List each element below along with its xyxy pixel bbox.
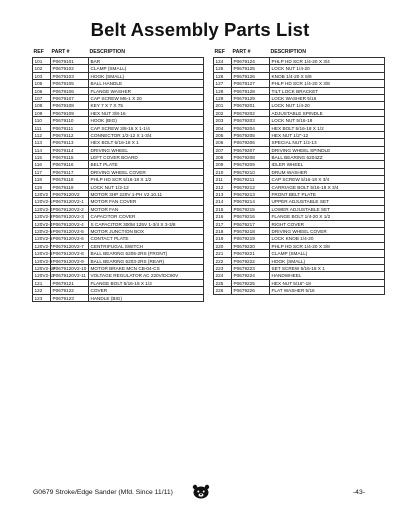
part-number-cell: P0679216 — [232, 213, 270, 219]
part-number-cell: P0679109 — [51, 110, 89, 116]
table-row — [214, 125, 385, 132]
description-cell: DRIVING WHEEL — [89, 147, 204, 153]
part-number-cell: P0679112 — [51, 132, 89, 138]
ref-cell: 129 — [214, 95, 232, 101]
ref-cell: 209 — [214, 161, 232, 167]
ref-cell: 120V2-7 — [34, 243, 53, 249]
table-row — [33, 235, 204, 242]
part-number-cell: P0679120V2-10 — [51, 265, 89, 271]
table-row — [214, 184, 385, 191]
table-row — [33, 73, 204, 80]
ref-cell: 218 — [214, 228, 232, 234]
grizzly-bear-logo-icon — [192, 484, 210, 499]
part-number-cell: P0679225 — [232, 280, 270, 286]
table-row — [214, 95, 385, 102]
table-row — [33, 250, 204, 257]
ref-cell: 225 — [214, 280, 232, 286]
ref-cell: 118 — [33, 176, 51, 182]
ref-cell: 202 — [214, 110, 232, 116]
ref-cell: 226 — [214, 287, 232, 293]
part-number-cell: P0679220 — [232, 243, 270, 249]
description-cell: CONTACT PLATE — [89, 235, 204, 241]
description-cell: BELT PLATE — [89, 161, 204, 167]
table-row — [33, 58, 204, 65]
part-number-cell: P0679123 — [51, 295, 89, 301]
description-cell: S CAPACITOR 300M 125V 1-3/4 X 3-3/8 — [89, 221, 204, 227]
description-cell: LOWER ADJUSTABLE SET — [270, 206, 385, 212]
part-number-cell: P0679107 — [51, 95, 89, 101]
description-cell: CLAMP (SMALL) — [89, 65, 204, 71]
description-cell: PHLP HD SCR 5/16-18 X 1/2 — [89, 176, 204, 182]
table-row — [214, 161, 385, 168]
description-cell: CAP SCREW 3/8-16 X 1-1/4 — [89, 125, 204, 131]
ref-cell: 120V2-4 — [34, 221, 53, 227]
description-cell: COVER — [89, 287, 204, 293]
part-number-cell: P0679120V2-9 — [51, 258, 89, 264]
part-number-cell: P0679211 — [232, 176, 270, 182]
part-number-cell: P0679203 — [232, 117, 270, 123]
ref-cell: 115 — [33, 154, 51, 160]
description-cell: KNOB 1/4-20 X 5/8 — [270, 73, 385, 79]
ref-cell: 120V2-8 — [34, 251, 53, 257]
part-number-cell: P0679111 — [51, 125, 89, 131]
description-cell: HEX BOLT 5/16-18 X 1 — [89, 139, 204, 145]
ref-cell: 117 — [33, 169, 51, 175]
part-number-cell: P0679202 — [232, 110, 270, 116]
ref-cell: 201 — [214, 102, 232, 108]
table-row — [33, 161, 204, 168]
description-cell: HOOK (SMALL) — [270, 258, 385, 264]
description-cell: LEFT COVER BOARD — [89, 154, 204, 160]
description-cell: DRIVING WHEEL COVER — [270, 228, 385, 234]
description-cell: PHLP HD SCR 1/4-20 X 3/8 — [270, 80, 385, 86]
table-row — [214, 102, 385, 109]
table-row — [214, 206, 385, 213]
ref-cell: 125 — [214, 65, 232, 71]
description-cell: HEX NUT 3/8-16 — [89, 110, 204, 116]
part-number-cell: P0679124 — [232, 58, 270, 64]
part-number-cell: P0679119 — [51, 184, 89, 190]
part-number-cell: P0679222 — [232, 258, 270, 264]
ref-cell: 120V2-2 — [34, 206, 53, 212]
table-row — [214, 110, 385, 117]
part-number-cell: P0679210 — [232, 169, 270, 175]
part-number-cell: P0679102 — [51, 65, 89, 71]
table-row — [33, 95, 204, 102]
ref-cell: 105 — [33, 80, 51, 86]
table-row — [214, 198, 385, 205]
right-parts-table — [213, 57, 385, 295]
description-cell: BALL BEARING 6203-2RS (REAR) — [89, 258, 204, 264]
ref-cell: 216 — [214, 213, 232, 219]
ref-cell: 109 — [33, 110, 51, 116]
ref-cell: 220 — [214, 243, 232, 249]
table-row — [214, 154, 385, 161]
part-number-cell: P0679219 — [232, 235, 270, 241]
left-parts-table — [32, 57, 204, 302]
description-cell: RIGHT COVER — [270, 221, 385, 227]
description-cell: CARRIAGE BOLT 5/16-18 X 3/4 — [270, 184, 385, 190]
table-row — [214, 287, 385, 294]
part-number-cell: P0679120V2-11 — [51, 272, 89, 278]
table-row — [214, 139, 385, 146]
description-cell: CAP SCREW 5/16-18 X 3/4 — [270, 176, 385, 182]
part-number-cell: P0679207 — [232, 147, 270, 153]
part-number-cell: P0679122 — [51, 287, 89, 293]
ref-cell: 120V2 — [33, 191, 51, 197]
table-row — [33, 295, 204, 302]
part-number-cell: P0679217 — [232, 221, 270, 227]
description-cell: HEX NUT 5/16"-18 — [270, 280, 385, 286]
ref-cell: 120V2-11 — [34, 273, 55, 279]
table-row — [33, 88, 204, 95]
description-cell: CAP SCREW M6-1 X 20 — [89, 95, 204, 101]
left-table-header — [32, 48, 203, 57]
part-number-cell: P0679117 — [51, 169, 89, 175]
ref-cell: 214 — [214, 198, 232, 204]
table-row — [214, 176, 385, 183]
table-row — [214, 191, 385, 198]
description-cell: HEX BOLT 5/16-18 X 1/2 — [270, 125, 385, 131]
description-cell: LOCK WASHER 5/16 — [270, 95, 385, 101]
table-row — [33, 110, 204, 117]
header-ref: REF — [214, 49, 225, 55]
part-number-cell: P0679120V2-6 — [51, 235, 89, 241]
table-row — [33, 198, 204, 205]
part-number-cell: P0679208 — [232, 154, 270, 160]
description-cell: MOTOR FAN COVER — [89, 198, 204, 204]
part-number-cell: P0679129 — [232, 95, 270, 101]
ref-cell: 108 — [33, 102, 51, 108]
part-number-cell: P0679209 — [232, 161, 270, 167]
header-ref: REF — [33, 49, 44, 55]
table-row — [33, 125, 204, 132]
header-description: DESCRIPTION — [89, 49, 125, 55]
ref-cell: 110 — [33, 117, 51, 123]
ref-cell: 101 — [33, 58, 51, 64]
part-number-cell: P0679125 — [232, 65, 270, 71]
part-number-cell: P0679121 — [51, 280, 89, 286]
part-number-cell: P0679206 — [232, 139, 270, 145]
description-cell: DRIVING WHEEL SPINDLE — [270, 147, 385, 153]
part-number-cell: P0679110 — [51, 117, 89, 123]
table-row — [33, 65, 204, 72]
description-cell: FLANGE WASHER — [89, 88, 204, 94]
description-cell: PHLP HD SCR 1/4-20 X 3/8 — [270, 243, 385, 249]
ref-cell: 124 — [214, 58, 232, 64]
table-row — [33, 191, 204, 198]
part-number-cell: P0679120V2-8 — [51, 250, 89, 256]
part-number-cell: P0679126 — [232, 73, 270, 79]
part-number-cell: P0679213 — [232, 191, 270, 197]
ref-cell: 210 — [214, 169, 232, 175]
table-row — [33, 147, 204, 154]
ref-cell: 112 — [33, 132, 51, 138]
table-row — [214, 235, 385, 242]
description-cell: PHLP HD SCR 1/4-20 X 3/4 — [270, 58, 385, 64]
description-cell: BAR — [89, 58, 204, 64]
description-cell: KEY 7 X 7 X 75 — [89, 102, 204, 108]
part-number-cell: P0679120V2-5 — [51, 228, 89, 234]
part-number-cell: P0679105 — [51, 80, 89, 86]
table-row — [33, 228, 204, 235]
table-row — [214, 88, 385, 95]
table-row — [33, 132, 204, 139]
ref-cell: 107 — [33, 95, 51, 101]
ref-cell: 122 — [33, 287, 51, 293]
part-number-cell: P0679103 — [51, 73, 89, 79]
table-row — [214, 65, 385, 72]
ref-cell: 208 — [214, 154, 232, 160]
part-number-cell: P0679120V2-1 — [51, 198, 89, 204]
description-cell: LOCK NUT 5/16-18 — [270, 117, 385, 123]
ref-cell: 224 — [214, 272, 232, 278]
ref-cell: 223 — [214, 265, 232, 271]
table-row — [214, 265, 385, 272]
description-cell: CLAMP (SMALL) — [270, 250, 385, 256]
table-row — [214, 117, 385, 124]
part-number-cell: P0679118 — [51, 176, 89, 182]
description-cell: TILT LOCK BRACKET — [270, 88, 385, 94]
description-cell: IDLER WHEEL — [270, 161, 385, 167]
description-cell: LOCK NUT 1/4-20 — [270, 65, 385, 71]
description-cell: DRUM WASHER — [270, 169, 385, 175]
ref-cell: 120V2-9 — [34, 258, 53, 264]
description-cell: CENTRIFUGAL SWITCH — [89, 243, 204, 249]
part-number-cell: P0679214 — [232, 198, 270, 204]
description-cell: LOCK NUT 1/4-20 — [270, 102, 385, 108]
part-number-cell: P0679218 — [232, 228, 270, 234]
table-row — [33, 221, 204, 228]
ref-cell: 119 — [33, 184, 51, 190]
part-number-cell: P0679201 — [232, 102, 270, 108]
ref-cell: 207 — [214, 147, 232, 153]
description-cell: FLAT WASHER 5/16 — [270, 287, 385, 293]
table-row — [33, 272, 204, 279]
table-row — [33, 265, 204, 272]
part-number-cell: P0679108 — [51, 102, 89, 108]
ref-cell: 204 — [214, 125, 232, 131]
table-row — [33, 280, 204, 287]
part-number-cell: P0679113 — [51, 139, 89, 145]
table-row — [33, 176, 204, 183]
description-cell: HANDWHEEL — [270, 272, 385, 278]
description-cell: MOTOR FAN — [89, 206, 204, 212]
ref-cell: 102 — [33, 65, 51, 71]
ref-cell: 114 — [33, 147, 51, 153]
ref-cell: 123 — [33, 295, 51, 301]
header-part: PART # — [232, 49, 251, 55]
part-number-cell: P0679120V2 — [51, 191, 89, 197]
table-row — [214, 213, 385, 220]
table-row — [214, 221, 385, 228]
ref-cell: 219 — [214, 235, 232, 241]
description-cell: FLANGE BOLT 5/16-18 X 1/2 — [89, 280, 204, 286]
ref-cell: 120V2-10 — [34, 265, 55, 271]
description-cell: HOOK (BIG) — [89, 117, 204, 123]
part-number-cell: P0679223 — [232, 265, 270, 271]
part-number-cell: P0679120V2-7 — [51, 243, 89, 249]
part-number-cell: P0679212 — [232, 184, 270, 190]
description-cell: MOTOR JUNCTION BOX — [89, 228, 204, 234]
right-table-header — [213, 48, 384, 57]
description-cell: FLANGE BOLT 1/4-20 X 1/2 — [270, 213, 385, 219]
description-cell: HANDLE (BIG) — [89, 295, 204, 301]
ref-cell: 106 — [33, 88, 51, 94]
ref-cell: 103 — [33, 73, 51, 79]
table-row — [33, 102, 204, 109]
ref-cell: 212 — [214, 184, 232, 190]
table-row — [33, 243, 204, 250]
ref-cell: 127 — [214, 80, 232, 86]
table-row — [33, 287, 204, 294]
ref-cell: 126 — [214, 73, 232, 79]
footer-model-text: G0679 Stroke/Edge Sander (Mfd. Since 11/11) — [33, 489, 173, 496]
ref-cell: 121 — [33, 280, 51, 286]
part-number-cell: P0679127 — [232, 80, 270, 86]
description-cell: CAPACITOR COVER — [89, 213, 204, 219]
table-row — [214, 169, 385, 176]
part-number-cell: P0679115 — [51, 154, 89, 160]
table-row — [33, 184, 204, 191]
description-cell: VOLTAGE REGULATOR AC 220V/DC90V — [89, 272, 204, 278]
part-number-cell: P0679221 — [232, 250, 270, 256]
table-row — [214, 58, 385, 65]
description-cell: MOTOR BRAKE MCN CB-04-CS — [89, 265, 204, 271]
table-row — [214, 228, 385, 235]
ref-cell: 221 — [214, 250, 232, 256]
description-cell: LOCK KNOB 1/4-20 — [270, 235, 385, 241]
ref-cell: 211 — [214, 176, 232, 182]
part-number-cell: P0679204 — [232, 125, 270, 131]
part-number-cell: P0679226 — [232, 287, 270, 293]
ref-cell: 206 — [214, 139, 232, 145]
table-row — [214, 73, 385, 80]
part-number-cell: P0679205 — [232, 132, 270, 138]
ref-cell: 120V2-3 — [34, 214, 53, 220]
ref-cell: 120V2-5 — [34, 228, 53, 234]
table-row — [33, 169, 204, 176]
description-cell: ADJUSTABLE SPINDLE — [270, 110, 385, 116]
table-row — [33, 154, 204, 161]
part-number-cell: P0679114 — [51, 147, 89, 153]
part-number-cell: P0679215 — [232, 206, 270, 212]
part-number-cell: P0679116 — [51, 161, 89, 167]
header-description: DESCRIPTION — [270, 49, 306, 55]
table-row — [33, 117, 204, 124]
ref-cell: 213 — [214, 191, 232, 197]
description-cell: SPECIAL NUT 1/2-13 — [270, 139, 385, 145]
ref-cell: 111 — [33, 125, 51, 131]
description-cell: UPPER ADJUSTABLE SET — [270, 198, 385, 204]
page-title: Belt Assembly Parts List — [90, 19, 310, 40]
ref-cell: 116 — [33, 161, 51, 167]
page-number: -43- — [352, 489, 365, 496]
part-number-cell: P0679120V2-3 — [51, 213, 89, 219]
part-number-cell: P0679101 — [51, 58, 89, 64]
table-row — [214, 280, 385, 287]
description-cell: FRONT BELT PLATE — [270, 191, 385, 197]
part-number-cell: P0679224 — [232, 272, 270, 278]
description-cell: CONNECTOR 1/2-12 X 1-3/4 — [89, 132, 204, 138]
ref-cell: 120V2-6 — [34, 236, 53, 242]
ref-cell: 113 — [33, 139, 51, 145]
ref-cell: 203 — [214, 117, 232, 123]
table-row — [214, 147, 385, 154]
description-cell: BALL BEARING 6205-2RS (FRONT) — [89, 250, 204, 256]
ref-cell: 120V2-1 — [34, 199, 53, 205]
table-row — [33, 258, 204, 265]
table-row — [214, 272, 385, 279]
table-row — [214, 132, 385, 139]
table-row — [33, 80, 204, 87]
table-row — [214, 243, 385, 250]
description-cell: HOOK (SMALL) — [89, 73, 204, 79]
ref-cell: 222 — [214, 258, 232, 264]
description-cell: HEX NUT 1/2"-12 — [270, 132, 385, 138]
description-cell: MOTOR 3HP 220V 1-PH V2.10.11 — [89, 191, 204, 197]
ref-cell: 128 — [214, 88, 232, 94]
ref-cell: 205 — [214, 132, 232, 138]
description-cell: BALL BEARING 6204ZZ — [270, 154, 385, 160]
description-cell: SET SCREW 5/16-18 X 1 — [270, 265, 385, 271]
ref-cell: 217 — [214, 221, 232, 227]
table-row — [214, 258, 385, 265]
table-row — [214, 80, 385, 87]
table-row — [33, 139, 204, 146]
ref-cell: 215 — [214, 206, 232, 212]
description-cell: LOCK NUT 1/2-12 — [89, 184, 204, 190]
part-number-cell: P0679120V2-2 — [51, 206, 89, 212]
part-number-cell: P0679106 — [51, 88, 89, 94]
part-number-cell: P0679120V2-4 — [51, 221, 89, 227]
header-part: PART # — [51, 49, 70, 55]
part-number-cell: P0679128 — [232, 88, 270, 94]
table-row — [33, 206, 204, 213]
table-row — [214, 250, 385, 257]
table-row — [33, 213, 204, 220]
description-cell: BALL HANDLE — [89, 80, 204, 86]
description-cell: DRIVING WHEEL COVER — [89, 169, 204, 175]
